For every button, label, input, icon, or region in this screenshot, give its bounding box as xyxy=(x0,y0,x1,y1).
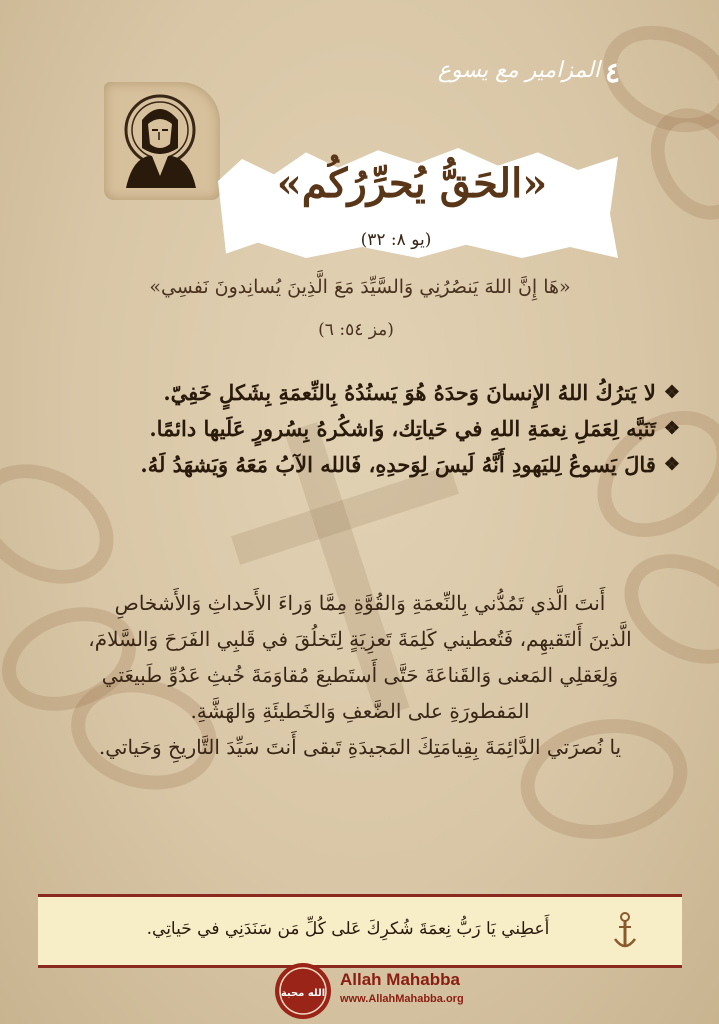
series-title: المزامير مع يسوع xyxy=(437,58,600,83)
logo-url-link[interactable]: www.AllahMahabba.org xyxy=(340,993,464,1005)
bullet-text: قالَ يَسوعُ لِليَهودِ أَنَّهُ لَيسَ لِوَحدِهِ، فَالله الآبُ مَعَهُ وَيَشهَدُ لَهُ. xyxy=(140,452,656,477)
prayer-line: وَلِعَقلِي المَعنى وَالقَناعَةَ حَتَّى أَستَطيعَ مُقاوَمَةَ خُبثِ عَدُوِّ طَبيعَتي xyxy=(101,663,619,687)
bullet-text: لا يَترُكُ اللهُ الإِنسانَ وَحدَهُ هُوَ يَسنُدُهُ بِالنِّعمَةِ بِشَكلٍ خَفِيّ. xyxy=(163,380,656,405)
jesus-icon xyxy=(112,90,212,190)
bullet-item xyxy=(40,380,680,405)
bullet-item xyxy=(40,452,680,477)
resolution-box xyxy=(38,894,682,968)
diamond-bullet-icon: ❖ xyxy=(663,454,680,475)
allah-mahabba-logo-icon[interactable] xyxy=(274,962,332,1020)
psalm-reference: (مز ٥٤: ٦) xyxy=(318,320,394,340)
psalm-verse: «هَا إِنَّ اللهَ يَنصُرُنِي وَالسَّيِّدَ مَعَ الَّذِينَ يُسانِدونَ نَفسِي» xyxy=(149,276,571,298)
prayer-paragraph xyxy=(60,585,660,765)
logo-badge-text: الله محبة xyxy=(280,988,326,999)
prayer-line: الَّذينَ أَلتَقيهِم، فَتُعطيني كَلِمَةَ تَعزِيَةٍ لِتَخلُقَ في قَلبِي الفَرَحَ وَالسَّلامَ، xyxy=(88,627,632,651)
diamond-bullet-icon: ❖ xyxy=(663,418,680,439)
prayer-line: أَنتَ الَّذي تَمُدُّني بِالنِّعمَةِ وَالقُوَّةِ مِمَّا وَراءَ الأَحداثِ وَالأَشخاصِ xyxy=(114,591,606,615)
bullet-list xyxy=(40,380,680,488)
page-title: «الحَقُّ يُحرِّرُكُم» xyxy=(276,160,548,207)
bullet-item xyxy=(40,416,680,441)
prayer-line: يا نُصرَتي الدَّائِمَةَ بِقِيامَتِكَ المَجيدَةِ تَبقى أَنتَ سَيِّدَ التَّاريخِ وَحَياتي. xyxy=(98,735,622,759)
diamond-bullet-icon: ❖ xyxy=(663,382,680,403)
page-number: ٤ xyxy=(605,56,621,89)
logo-name[interactable]: Allah Mahabba xyxy=(340,970,460,989)
prayer-line: المَفطورَةِ على الضَّعفِ وَالخَطيئَةِ وَالهَشَّةِ. xyxy=(190,699,530,723)
resolution-text: أَعطِني يَا رَبُّ نِعمَةَ شُكرِكَ عَلى كُلِّ مَن سَنَدَنِي في حَياتِي. xyxy=(146,919,550,939)
anchor-icon xyxy=(612,911,638,951)
title-reference: (يو ٨: ٣٢) xyxy=(360,230,432,250)
bullet-text: تَنَبَّه لِعَمَلِ نِعمَةِ اللهِ في حَياتِك، وَاشكُرهُ بِسُرورٍ عَلَيها دائمًا. xyxy=(149,416,656,441)
